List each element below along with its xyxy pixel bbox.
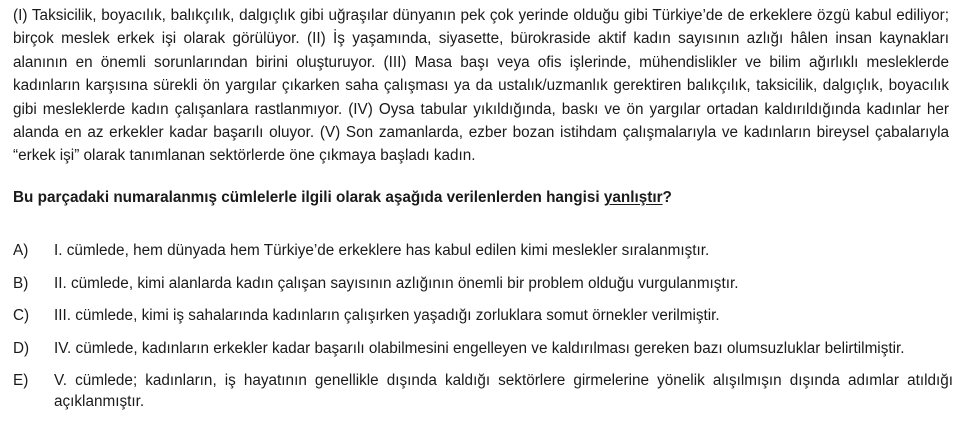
option-c-text: III. cümlede, kimi iş sahalarında kadınların çalışırken yaşadığı zorluklara somut örnekler verilmiştir.	[54, 307, 720, 324]
question-text: Bu parçadaki numaralanmış cümlelerle ilgili olarak aşağıda verilenlerden hangisi	[13, 189, 604, 206]
option-a-letter: A)	[13, 242, 29, 259]
question-emphasis: yanlıştır	[603, 189, 663, 206]
question-stem	[13, 187, 949, 209]
option-d-letter: D)	[13, 339, 30, 357]
option-a-text: I. cümlede, hem dünyada hem Türkiye’de erkeklere has kabul edilen kimi meslekler sıralanmıştır.	[54, 242, 710, 259]
option-b-letter: B)	[13, 274, 29, 292]
option-c-letter: C)	[13, 307, 30, 324]
option-b-text: II. cümlede, kimi alanlarda kadın çalışan sayısının azlığının önemli bir problem olduğu vurgulanmıştır.	[54, 274, 739, 292]
option-e[interactable]	[13, 370, 953, 412]
option-b[interactable]	[13, 273, 953, 294]
option-a[interactable]	[13, 240, 953, 261]
option-c[interactable]	[13, 305, 953, 326]
option-e-text: V. cümlede; kadınların, iş hayatının genellikle dışında kaldığı sektörlere girmelerine yönelik alışılmışın dışında adımlar atıldığı açıklanmıştır.	[54, 372, 953, 410]
option-d[interactable]	[13, 338, 953, 359]
answer-options	[13, 240, 953, 424]
question-mark: ?	[662, 189, 672, 206]
option-d-text: IV. cümlede, kadınların erkekler kadar başarılı olabilmesini engelleyen ve kaldırılması gereken bazı olumsuzluklar belirtilmiştir.	[54, 339, 905, 357]
option-e-letter: E)	[13, 372, 29, 389]
passage-paragraph: (I) Taksicilik, boyacılık, balıkçılık, dalgıçlık gibi uğraşılar dünyanın pek çok yerinde olduğu gibi Türkiye’de de erkeklere özgü kabul ediliyor; birçok meslek erkek işi olarak görülüyor. (II) İş yaşamında, siyasette, bürokraside aktif kadın sayısının azlığı hâlen insan kaynakları alanının en önemli sorunlarından birini oluşturuyor. (III) Masa başı veya ofis işlerinde, mühendislikler ve bilim ağırlıklı mesleklerde kadınların karşısına sürekli ön yargılar çıkarken saha çalışması ya da ustalık/uzmanlık gerektiren balıkçılık, taksicilik, dalgıçlık, boyacılık gibi mesleklerde kadın çalışanlara rastlanmıyor. (IV) Oysa tabular yıkıldığında, baskı ve ön yargılar ortadan kaldırıldığında kadınlar her alanda en az erkekler kadar başarılı oluyor. (V) Son zamanlarda, ezber bozan istihdam çalışmalarıyla ve kadınların bireysel çabalarıyla “erkek işi” olarak tanımlanan sektörlerde öne çıkmaya başladı kadın.	[13, 7, 949, 165]
